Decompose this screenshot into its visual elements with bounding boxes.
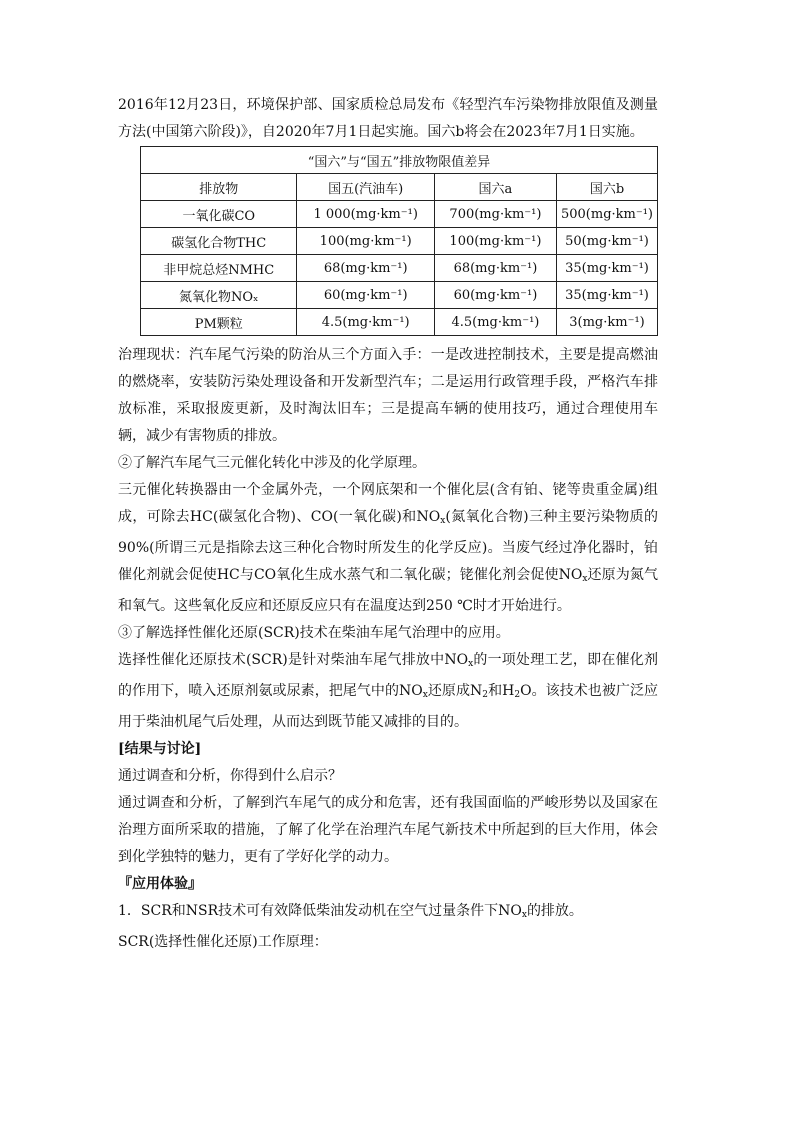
table-cell: 4.5(mg·km⁻¹): [434, 309, 556, 336]
table-cell: 35(mg·km⁻¹): [556, 282, 657, 309]
subscript-x: x: [521, 910, 527, 920]
table-cell: 35(mg·km⁻¹): [556, 255, 657, 282]
q1-text-a: 1．SCR和NSR技术可有效降低柴油发动机在空气过量条件下NO: [118, 903, 522, 919]
item2-body: [118, 477, 658, 620]
answer-paragraph: 通过调查和分析，了解到汽车尾气的成分和危害，还有我国面临的严峻形势以及国家在治理方面所采取的措施，了解了化学在治理汽车尾气新技术中所起到的巨大作用，体会到化学独特的魅力，更有了学好化学的动力。: [118, 795, 658, 865]
apply-heading: 『应用体验』: [118, 876, 202, 892]
table-cell: 50(mg·km⁻¹): [556, 228, 657, 255]
status-paragraph: 治理现状：汽车尾气污染的防治从三个方面入手：一是改进控制技术，主要是提高燃油的燃烧率，安装防污染处理设备和开发新型汽车；二是运用行政管理手段，严格汽车排放标准，采取报废更新，及时淘汰旧车；三是提高车辆的使用技巧，通过合理使用车辆，减少有害物质的排放。: [118, 347, 658, 444]
item3-text-d: 和H: [488, 683, 515, 699]
item2-text-b: (氮氧化合物)三种主要污染物质的90%(所谓三元是指除去这三种化合物时所发生的化学反应)。当废气经过净化器时，铂催化剂就会促使HC与CO氧化生成水蒸气和二氧化碳；铑催化剂会促使NO: [118, 509, 658, 583]
table-cell: 碳氢化合物THC: [141, 228, 297, 255]
subscript-x: x: [468, 659, 474, 669]
table-cell: 500(mg·km⁻¹): [556, 201, 657, 228]
table-cell: 4.5(mg·km⁻¹): [297, 309, 434, 336]
q1-text-b: 的排放。: [526, 903, 583, 919]
table-cell: 100(mg·km⁻¹): [434, 228, 556, 255]
header-china6a: 国六a: [434, 174, 556, 201]
table-row: [141, 255, 658, 282]
question-text: 通过调查和分析，你得到什么启示？: [118, 768, 342, 784]
document-content: [118, 92, 658, 956]
results-heading: [结果与讨论]: [118, 741, 202, 757]
table-caption-row: [141, 147, 658, 174]
subscript-x: x: [440, 516, 446, 526]
table-caption: “国六”与“国五”排放物限值差异: [141, 147, 658, 174]
item2-text-c: 还原为氮气和氧气。这些氧化反应和还原反应只有在温度达到250 ℃时才开始进行。: [118, 567, 659, 614]
table-header-row: [141, 174, 658, 201]
item3-text-a: 选择性催化还原技术(SCR)是针对柴油车尾气排放中NO: [118, 652, 469, 668]
item2-text-a: 三元催化转换器由一个金属外壳，一个网底架和一个催化层(含有铂、铑等贵重金属)组成，可除去HC(碳氢化合物)、CO(一氧化碳)和NO: [118, 482, 658, 525]
subscript-x: x: [422, 690, 428, 700]
table-cell: PM颗粒: [141, 309, 297, 336]
item3-text-c: 还原成N: [427, 683, 483, 699]
item3-text-b: 的一项处理工艺，即在催化剂的作用下，喷入还原剂氨或尿素，把尾气中的NO: [118, 652, 658, 699]
table-cell: 60(mg·km⁻¹): [297, 282, 434, 309]
table-row: [141, 282, 658, 309]
table-cell: 3(mg·km⁻¹): [556, 309, 657, 336]
table-cell: 60(mg·km⁻¹): [434, 282, 556, 309]
table-cell: 100(mg·km⁻¹): [297, 228, 434, 255]
header-china6b: 国六b: [556, 174, 657, 201]
table-row: [141, 309, 658, 336]
table-row: [141, 228, 658, 255]
header-pollutant: 排放物: [141, 174, 297, 201]
item3-body: [118, 647, 658, 736]
intro-paragraph: 2016年12月23日，环境保护部、国家质检总局发布《轻型汽车污染物排放限值及测量方法(中国第六阶段)》，自2020年7月1日起实施。国六b将会在2023年7月1日实施。: [118, 97, 658, 140]
scr-principle-line: SCR(选择性催化还原)工作原理：: [118, 934, 328, 950]
subscript-x: x: [582, 574, 588, 584]
table-cell: 一氧化碳CO: [141, 201, 297, 228]
table-cell: 700(mg·km⁻¹): [434, 201, 556, 228]
item3-title: ③了解选择性催化还原(SCR)技术在柴油车尾气治理中的应用。: [118, 625, 510, 641]
item3-text-e: O。该技术也被广泛应用于柴油机尾气后处理，从而达到既节能又减排的目的。: [118, 683, 658, 730]
table-cell: 68(mg·km⁻¹): [297, 255, 434, 282]
table-cell: 1 000(mg·km⁻¹): [297, 201, 434, 228]
header-china5: 国五(汽油车): [297, 174, 434, 201]
table-cell: 非甲烷总烃NMHC: [141, 255, 297, 282]
subscript-2: 2: [514, 690, 521, 700]
table-cell: 68(mg·km⁻¹): [434, 255, 556, 282]
subscript-2: 2: [482, 690, 489, 700]
question-1: [118, 898, 658, 929]
emission-limits-table: [140, 146, 658, 336]
table-cell: 氮氧化物NOₓ: [141, 282, 297, 309]
table-row: [141, 201, 658, 228]
item2-title: ②了解汽车尾气三元催化转化中涉及的化学原理。: [118, 455, 426, 471]
